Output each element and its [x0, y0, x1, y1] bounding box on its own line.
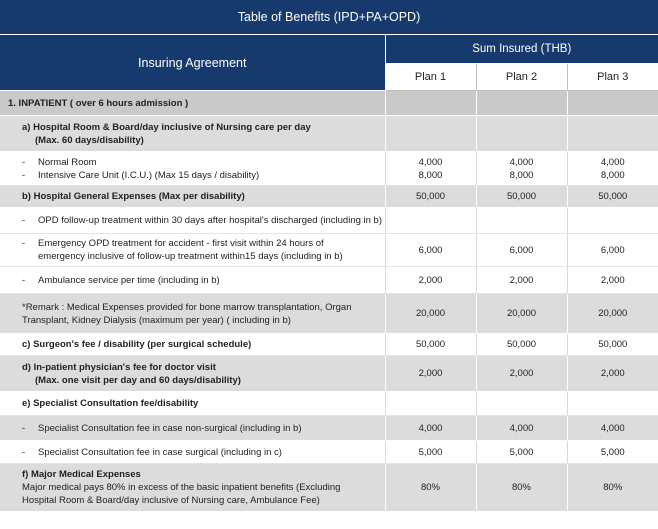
plan-2-value: 80% — [476, 464, 567, 512]
table-title: Table of Benefits (IPD+PA+OPD) — [0, 0, 658, 35]
plan-2-value: 4,000 — [476, 416, 567, 441]
surgeon-fee-label: c) Surgeon's fee / disability (per surgical schedule) — [0, 334, 385, 356]
physician-fee-label: d) In-patient physician's fee for doctor visit (Max. one visit per day and 60 days/disability) — [0, 356, 385, 392]
sum-insured-header: Sum Insured (THB) — [385, 35, 658, 64]
table-row — [0, 91, 658, 116]
plan-1-value: 4,000 — [385, 416, 476, 441]
plan-1-value: 80% — [385, 464, 476, 512]
plan-1-value: 50,000 — [385, 186, 476, 208]
plan-3-value: 6,000 — [567, 234, 658, 267]
plan-3-value: 50,000 — [567, 334, 658, 356]
major-medical-label: f) Major Medical Expenses Major medical pays 80% in excess of the basic inpatient benefits (Excluding Hospital Room & Board/day inclusive of Nursing care, Ambulance Fee) — [0, 464, 385, 512]
table-row — [0, 464, 658, 512]
inpatient-section-label: 1. INPATIENT ( over 6 hours admission ) — [0, 91, 385, 116]
plan-1-header: Plan 1 — [385, 64, 476, 91]
specialist-surgical-label: - Specialist Consultation fee in case surgical (including in c) — [0, 441, 385, 464]
plan-1-value: 4,000 8,000 — [385, 152, 476, 186]
plan-2-value: 4,000 8,000 — [476, 152, 567, 186]
benefits-table — [0, 35, 658, 512]
general-expenses-label: b) Hospital General Expenses (Max per disability) — [0, 186, 385, 208]
plan-3-value: 4,000 8,000 — [567, 152, 658, 186]
plan-2-value: 50,000 — [476, 186, 567, 208]
emergency-opd-label: - Emergency OPD treatment for accident - first visit within 24 hours of emergency inclusive of follow-up treatment within15 days (including in b) — [0, 234, 385, 267]
specialist-label: e) Specialist Consultation fee/disability — [0, 392, 385, 416]
plan-2-value: 20,000 — [476, 294, 567, 334]
plan-2-header: Plan 2 — [476, 64, 567, 91]
remark-label: *Remark : Medical Expenses provided for bone marrow transplantation, Organ Transplant, Kidney Dialysis (maximum per year) ( including in b) — [0, 294, 385, 334]
table-row — [0, 356, 658, 392]
plan-3-value: 80% — [567, 464, 658, 512]
table-row — [0, 152, 658, 186]
plan-3-header: Plan 3 — [567, 64, 658, 91]
specialist-nonsurgical-label: - Specialist Consultation fee in case non-surgical (including in b) — [0, 416, 385, 441]
plan-1-value: 6,000 — [385, 234, 476, 267]
plan-2-value: 5,000 — [476, 441, 567, 464]
plan-2-value: 50,000 — [476, 334, 567, 356]
insuring-agreement-header: Insuring Agreement — [0, 35, 385, 91]
ambulance-label: - Ambulance service per time (including in b) — [0, 267, 385, 294]
room-types-label: - Normal Room - Intensive Care Unit (I.C.U.) (Max 15 days / disability) — [0, 152, 385, 186]
table-row — [0, 116, 658, 152]
table-row — [0, 186, 658, 208]
plan-2-value: 6,000 — [476, 234, 567, 267]
table-row — [0, 392, 658, 416]
plan-3-value: 2,000 — [567, 267, 658, 294]
plan-3-value: 4,000 — [567, 416, 658, 441]
plan-1-value: 2,000 — [385, 356, 476, 392]
table-row — [0, 234, 658, 267]
room-board-label: a) Hospital Room & Board/day inclusive of Nursing care per day (Max. 60 days/disability) — [0, 116, 385, 152]
plan-1-value: 20,000 — [385, 294, 476, 334]
table-row — [0, 208, 658, 234]
plan-3-value: 20,000 — [567, 294, 658, 334]
table-row — [0, 334, 658, 356]
plan-1-value: 2,000 — [385, 267, 476, 294]
plan-3-value: 5,000 — [567, 441, 658, 464]
table-row — [0, 441, 658, 464]
opd-followup-label: - OPD follow-up treatment within 30 days after hospital's discharged (including in b) — [0, 208, 385, 234]
plan-1-value: 5,000 — [385, 441, 476, 464]
table-row — [0, 294, 658, 334]
plan-1-value: 50,000 — [385, 334, 476, 356]
plan-3-value: 2,000 — [567, 356, 658, 392]
plan-3-value: 50,000 — [567, 186, 658, 208]
table-row — [0, 267, 658, 294]
table-row — [0, 416, 658, 441]
plan-2-value: 2,000 — [476, 267, 567, 294]
plan-2-value: 2,000 — [476, 356, 567, 392]
